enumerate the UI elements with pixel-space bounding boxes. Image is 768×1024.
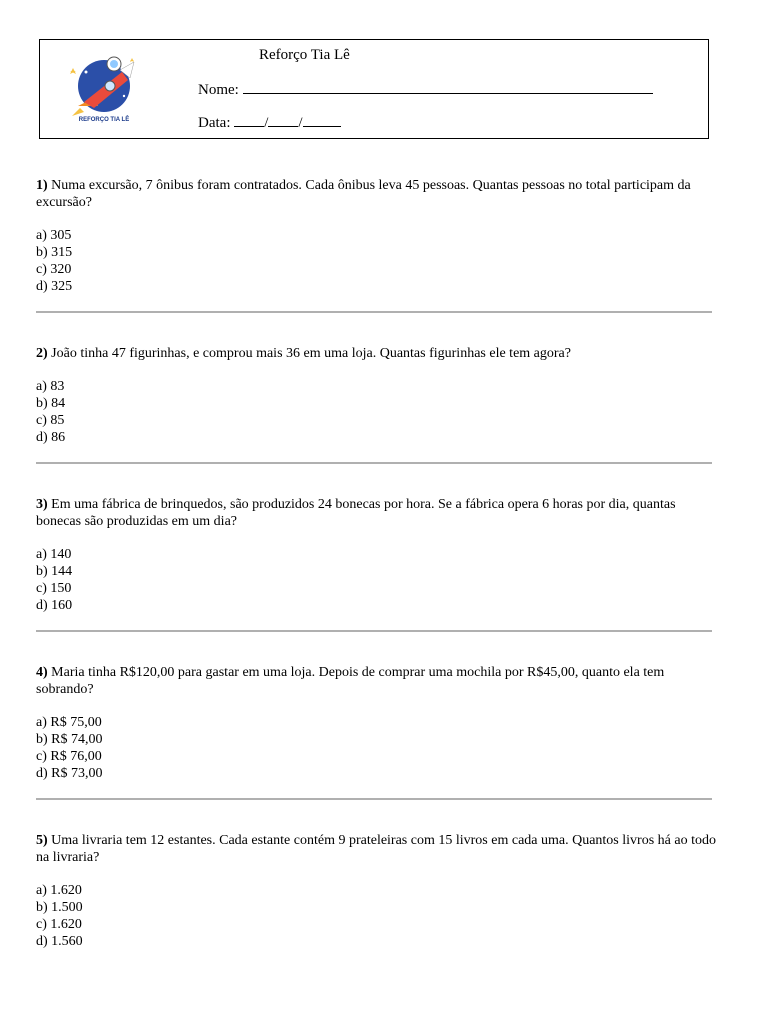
question-4 [36, 664, 716, 782]
question-1 [36, 177, 716, 295]
option-b[interactable]: b) 315 [36, 245, 73, 260]
option-d[interactable]: d) R$ 73,00 [36, 766, 103, 781]
worksheet-header [39, 39, 709, 139]
question-5 [36, 832, 716, 950]
option-d[interactable]: d) 325 [36, 279, 73, 294]
option-c[interactable]: c) 320 [36, 262, 72, 277]
name-line [243, 80, 653, 94]
date-day-line [234, 113, 264, 127]
option-a[interactable]: a) 140 [36, 547, 72, 562]
question-text [36, 177, 716, 211]
question-statement: Numa excursão, 7 ônibus foram contratados. Cada ônibus leva 45 pessoas. Quantas pessoas no total participam da excursão? [36, 178, 691, 210]
option-a[interactable]: a) 305 [36, 228, 72, 243]
date-month-line [268, 113, 298, 127]
option-c[interactable]: c) 150 [36, 581, 72, 596]
option-c[interactable]: c) 85 [36, 413, 65, 428]
name-label: Nome: [198, 82, 239, 98]
date-year-line [303, 113, 341, 127]
question-statement: Uma livraria tem 12 estantes. Cada estante contém 9 prateleiras com 15 livros em cada uma. Quantos livros há ao todo na livraria? [36, 833, 716, 865]
option-d[interactable]: d) 86 [36, 430, 66, 445]
option-b[interactable]: b) 144 [36, 564, 73, 579]
answer-options [36, 378, 716, 446]
option-b[interactable]: b) 84 [36, 396, 66, 411]
answer-options [36, 546, 716, 614]
question-3 [36, 496, 716, 614]
option-c[interactable]: c) R$ 76,00 [36, 749, 102, 764]
question-statement: João tinha 47 figurinhas, e comprou mais 36 em uma loja. Quantas figurinhas ele tem agora? [51, 346, 571, 361]
question-2 [36, 345, 716, 446]
question-divider [36, 462, 712, 464]
question-divider [36, 630, 712, 632]
option-a[interactable]: a) R$ 75,00 [36, 715, 102, 730]
answer-options [36, 882, 716, 950]
question-number: 4) [36, 665, 48, 680]
question-number: 2) [36, 346, 48, 361]
option-b[interactable]: b) R$ 74,00 [36, 732, 103, 747]
question-number: 3) [36, 497, 48, 512]
logo-text: REFORÇO TIA LÊ [78, 117, 130, 123]
date-separator: / [264, 115, 269, 131]
question-text [36, 832, 716, 866]
question-statement: Em uma fábrica de brinquedos, são produzidos 24 bonecas por hora. Se a fábrica opera 6 horas por dia, quantas bonecas são produzidas em um dia? [36, 497, 676, 529]
date-separator: / [298, 115, 303, 131]
question-divider [36, 311, 712, 313]
option-d[interactable]: d) 160 [36, 598, 73, 613]
option-b[interactable]: b) 1.500 [36, 900, 83, 915]
name-field[interactable] [198, 80, 653, 99]
option-d[interactable]: d) 1.560 [36, 934, 83, 949]
answer-options [36, 227, 716, 295]
question-text [36, 496, 716, 530]
answer-options [36, 714, 716, 782]
worksheet-title: Reforço Tia Lê [259, 47, 350, 63]
question-number: 1) [36, 178, 48, 193]
rocket-logo-icon [64, 52, 144, 124]
option-a[interactable]: a) 1.620 [36, 883, 82, 898]
question-text [36, 345, 716, 362]
date-label: Data: [198, 115, 231, 131]
question-statement: Maria tinha R$120,00 para gastar em uma loja. Depois de comprar uma mochila por R$45,00, quanto ela tem sobrando? [36, 665, 665, 697]
question-number: 5) [36, 833, 48, 848]
option-a[interactable]: a) 83 [36, 379, 65, 394]
question-divider [36, 798, 712, 800]
question-text [36, 664, 716, 698]
date-field[interactable] [198, 113, 341, 132]
option-c[interactable]: c) 1.620 [36, 917, 82, 932]
